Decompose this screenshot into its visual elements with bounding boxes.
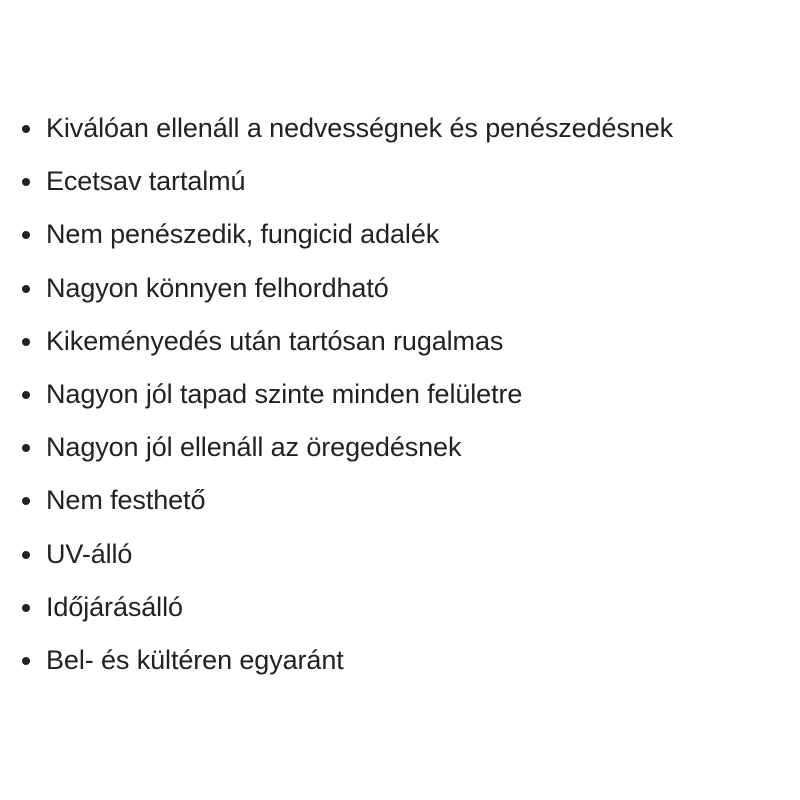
list-item-label: Nem penészedik, fungicid adalék <box>46 219 440 250</box>
list-item-label: Nem festhető <box>46 485 206 516</box>
list-item <box>46 155 673 208</box>
bullet-icon <box>22 391 30 399</box>
bullet-icon <box>22 125 30 133</box>
list-item <box>46 368 673 421</box>
bullet-icon <box>22 178 30 186</box>
bullet-icon <box>22 497 30 505</box>
list-item <box>46 474 673 527</box>
list-item <box>46 634 673 687</box>
list-item-label: Ecetsav tartalmú <box>46 166 246 197</box>
bullet-icon <box>22 231 30 239</box>
list-item <box>46 421 673 474</box>
bullet-icon <box>22 285 30 293</box>
bullet-icon <box>22 657 30 665</box>
list-item <box>46 102 673 155</box>
list-item <box>46 262 673 315</box>
bullet-icon <box>22 551 30 559</box>
list-item <box>46 528 673 581</box>
bullet-icon <box>22 444 30 452</box>
bullet-icon <box>22 338 30 346</box>
list-item <box>46 581 673 634</box>
feature-list <box>0 102 673 687</box>
list-item-label: Időjárásálló <box>46 591 183 622</box>
list-item-label: Nagyon jól ellenáll az öregedésnek <box>46 432 462 463</box>
list-item-label: Kikeményedés után tartósan rugalmas <box>46 325 504 356</box>
list-item-label: Nagyon jól tapad szinte minden felületre <box>46 379 523 410</box>
list-item <box>46 208 673 261</box>
list-item-label: UV-álló <box>46 538 133 569</box>
list-item <box>46 315 673 368</box>
list-item-label: Nagyon könnyen felhordható <box>46 272 389 303</box>
list-item-label: Kiválóan ellenáll a nedvességnek és penészedésnek <box>46 113 674 143</box>
list-item-label: Bel- és kültéren egyaránt <box>46 645 344 676</box>
bullet-icon <box>22 604 30 612</box>
